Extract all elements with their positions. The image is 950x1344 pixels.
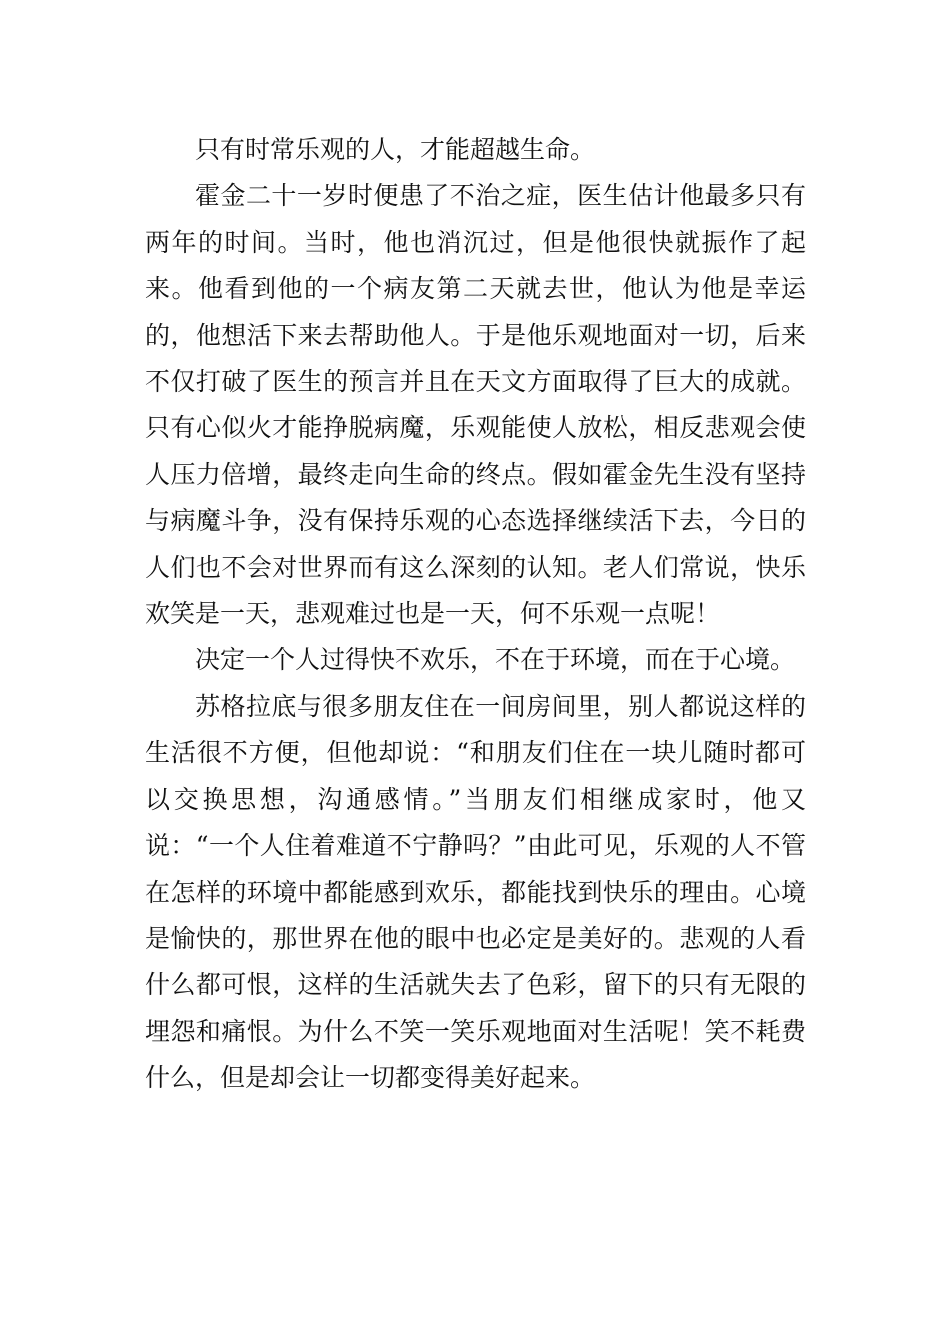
document-body	[145, 127, 806, 1102]
paragraph-3: 决定一个人过得快不欢乐，不在于环境，而在于心境。	[195, 645, 796, 675]
paragraph-1: 只有时常乐观的人，才能超越生命。	[195, 135, 596, 164]
paragraph-2: 霍金二十一岁时便患了不治之症，医生估计他最多只有两年的时间。当时，他也消沉过，但是他很快就振作了起来。他看到他的一个病友第二天就去世，他认为他是幸运的，他想活下来去帮助他人。于是他乐观地面对一切，后来不仅打破了医生的预言并且在天文方面取得了巨大的成就。只有心似火才能挣脱病魔，乐观能使人放松，相反悲观会使人压力倍增，最终走向生命的终点。假如霍金先生没有坚持与病魔斗争，没有保持乐观的心态选择继续活下去，今日的人们也不会对世界而有这么深刻的认知。老人们常说，快乐欢笑是一天，悲观难过也是一天，何不乐观一点呢！	[145, 181, 806, 629]
paragraph-4: 苏格拉底与很多朋友住在一间房间里，别人都说这样的生活很不方便，但他却说：“和朋友们住在一块儿随时都可以交换思想，沟通感情。”当朋友们相继成家时，他又说：“一个人住着难道不宁静吗？”由此可见，乐观的人不管在怎样的环境中都能感到欢乐，都能找到快乐的理由。心境是愉快的，那世界在他的眼中也必定是美好的。悲观的人看什么都可恨，这样的生活就失去了色彩，留下的只有无限的埋怨和痛恨。为什么不笑一笑乐观地面对生活呢！笑不耗费什么，但是却会让一切都变得美好起来。	[145, 691, 806, 1093]
